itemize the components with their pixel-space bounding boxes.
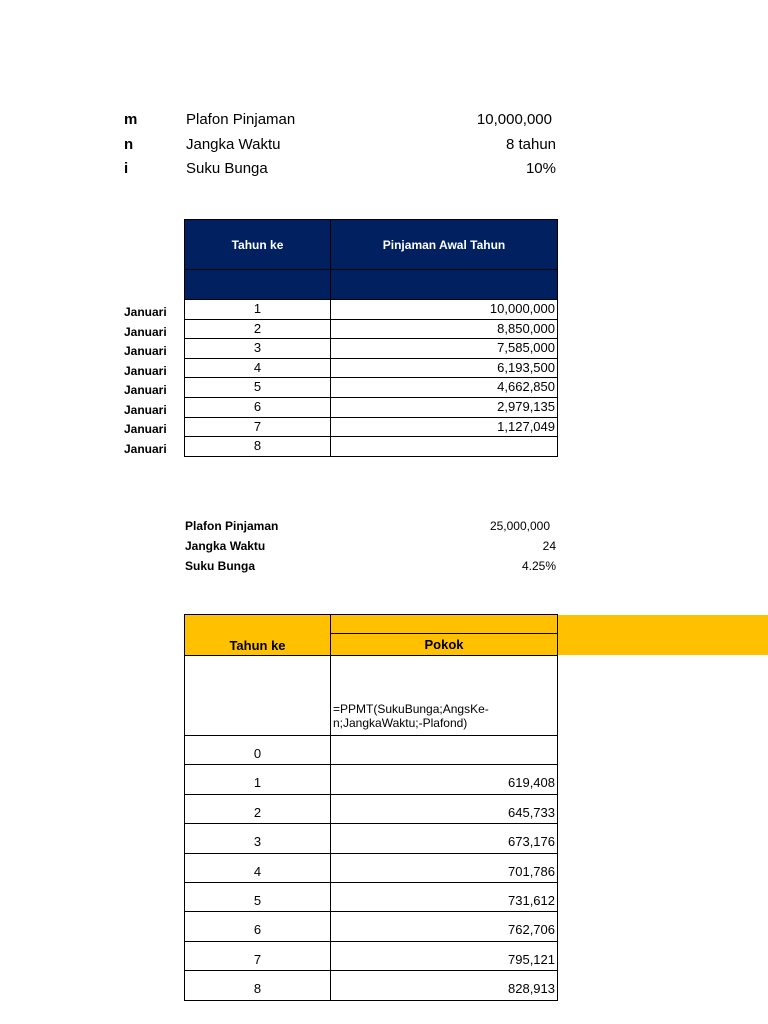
header-highlight-band bbox=[558, 615, 768, 655]
param-label: Jangka Waktu bbox=[185, 539, 266, 553]
param-label: Plafon Pinjaman bbox=[185, 519, 279, 533]
year-cell: 2 bbox=[185, 795, 331, 823]
amount-cell bbox=[331, 437, 557, 456]
amount-cell: 1,127,049 bbox=[497, 418, 555, 434]
param-value: 10,000,000 bbox=[476, 111, 552, 128]
table-header bbox=[184, 219, 558, 270]
param-value: 24 bbox=[542, 539, 556, 553]
year-cell: 6 bbox=[185, 398, 331, 417]
table-row bbox=[184, 971, 558, 1000]
amount-cell: 8,850,000 bbox=[497, 320, 555, 336]
amount-cell: 762,706 bbox=[508, 922, 555, 938]
table-row bbox=[184, 339, 558, 359]
month-label: Januari bbox=[124, 403, 167, 417]
header-top-cell bbox=[331, 615, 557, 634]
month-label: Januari bbox=[124, 344, 167, 358]
table-row bbox=[184, 398, 558, 418]
year-cell: 8 bbox=[185, 437, 331, 456]
month-label: Januari bbox=[124, 325, 167, 339]
param-value: 4.25% bbox=[521, 559, 556, 573]
year-cell: 2 bbox=[185, 320, 331, 339]
table-row bbox=[184, 359, 558, 379]
principal-table bbox=[184, 614, 558, 1001]
year-cell: 8 bbox=[185, 971, 331, 999]
year-cell: 7 bbox=[185, 418, 331, 437]
amount-cell: 4,662,850 bbox=[497, 379, 555, 395]
formula-cell: =PPMT(SukuBunga;AngsKe-n;JangkaWaktu;-Plafond) bbox=[333, 702, 489, 730]
amount-cell: 828,913 bbox=[508, 981, 555, 997]
col-header-year: Tahun ke bbox=[184, 614, 331, 656]
year-cell: 3 bbox=[185, 339, 331, 358]
amount-cell: 701,786 bbox=[508, 863, 555, 879]
month-label: Januari bbox=[124, 442, 167, 456]
amount-cell: 6,193,500 bbox=[497, 359, 555, 375]
year-cell: 1 bbox=[185, 765, 331, 793]
year-cell: 5 bbox=[185, 883, 331, 911]
formula-row bbox=[184, 656, 558, 736]
param-value: 25,000,000 bbox=[489, 519, 550, 533]
param-value: 10% bbox=[525, 160, 556, 177]
amount-cell: 619,408 bbox=[508, 775, 555, 791]
amount-cell: 731,612 bbox=[508, 892, 555, 908]
table-row bbox=[184, 942, 558, 971]
table-row bbox=[184, 736, 558, 765]
param-label: Suku Bunga bbox=[186, 160, 268, 177]
table-row bbox=[184, 854, 558, 883]
month-label: Januari bbox=[124, 422, 167, 436]
table-row bbox=[184, 378, 558, 398]
year-cell: 7 bbox=[185, 942, 331, 970]
col-header-principal: Pokok bbox=[424, 637, 464, 652]
year-cell: 6 bbox=[185, 912, 331, 940]
param-label: Plafon Pinjaman bbox=[186, 111, 296, 128]
table-row bbox=[184, 912, 558, 941]
col-header-initial-loan: Pinjaman Awal Tahun bbox=[382, 237, 506, 252]
param-label: Suku Bunga bbox=[185, 559, 256, 573]
month-label: Januari bbox=[124, 364, 167, 378]
col-header-group bbox=[331, 614, 558, 656]
year-cell: 4 bbox=[185, 359, 331, 378]
table-row bbox=[184, 765, 558, 794]
amount-cell: 2,979,135 bbox=[497, 398, 555, 414]
table-row bbox=[184, 300, 558, 320]
param-symbol: m bbox=[124, 111, 138, 128]
param-symbol: n bbox=[124, 136, 134, 153]
table-row bbox=[184, 320, 558, 340]
param-symbol: i bbox=[124, 160, 129, 177]
month-label: Januari bbox=[124, 383, 167, 397]
table-row bbox=[184, 883, 558, 912]
year-cell: 4 bbox=[185, 854, 331, 882]
header-spacer-cell bbox=[331, 270, 557, 299]
amount-cell: 673,176 bbox=[508, 834, 555, 850]
month-label: Januari bbox=[124, 305, 167, 319]
year-cell: 5 bbox=[185, 378, 331, 397]
param-value: 8 tahun bbox=[505, 136, 556, 153]
year-cell: 1 bbox=[185, 300, 331, 319]
table-header bbox=[184, 614, 558, 656]
loan-balance-table bbox=[184, 219, 558, 457]
table-row bbox=[184, 795, 558, 824]
amount-cell: 10,000,000 bbox=[489, 301, 555, 316]
table-row bbox=[184, 824, 558, 853]
col-header-year: Tahun ke bbox=[185, 220, 331, 269]
table-row bbox=[184, 437, 558, 457]
amount-cell: 7,585,000 bbox=[497, 340, 555, 356]
year-cell: 3 bbox=[185, 824, 331, 852]
formula-row-empty bbox=[185, 656, 331, 735]
table-row bbox=[184, 418, 558, 438]
header-spacer-cell bbox=[185, 270, 331, 299]
year-cell: 0 bbox=[185, 736, 331, 764]
table-header-spacer bbox=[184, 270, 558, 300]
amount-cell bbox=[331, 736, 557, 764]
param-label: Jangka Waktu bbox=[186, 136, 281, 153]
amount-cell: 645,733 bbox=[508, 804, 555, 820]
amount-cell: 795,121 bbox=[508, 951, 555, 967]
